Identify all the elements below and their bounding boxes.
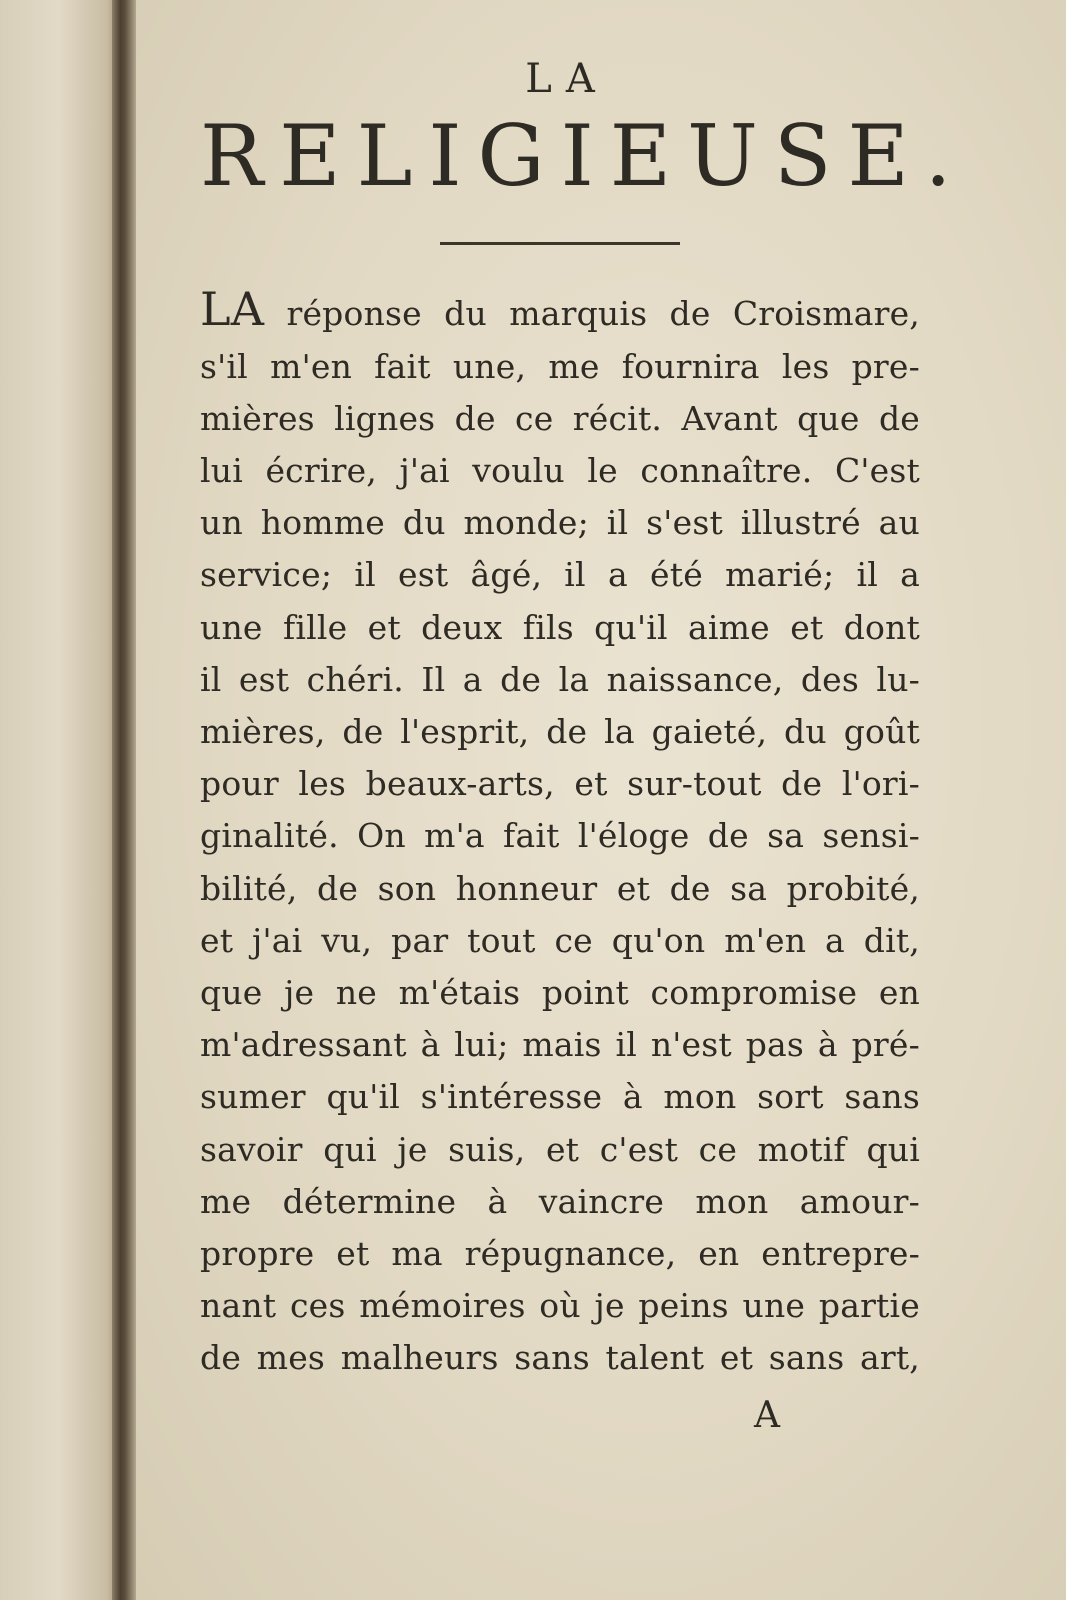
text-line: pour les beaux-arts, et sur-tout de l'ori- xyxy=(200,764,920,804)
text-line: sumer qu'il s'intéresse à mon sort sans xyxy=(200,1077,920,1117)
text-line: que je ne m'étais point compromise en xyxy=(200,973,920,1013)
text-line: il est chéri. Il a de la naissance, des lu- xyxy=(200,659,920,699)
body-text xyxy=(200,283,920,1384)
left-page-edge xyxy=(0,0,118,1600)
text-line: mières lignes de ce récit. Avant que de xyxy=(200,398,920,438)
text-line: bilité, de son honneur et de sa probité, xyxy=(200,868,920,908)
text-line: de mes malheurs sans talent et sans art, xyxy=(200,1338,920,1378)
signature-mark: A xyxy=(754,1394,780,1436)
title-rule xyxy=(440,242,680,245)
text-line: une fille et deux fils qu'il aime et dont xyxy=(200,607,920,647)
text-line xyxy=(200,283,920,340)
text-line: savoir qui je suis, et c'est ce motif qui xyxy=(200,1129,920,1169)
title-article: LA xyxy=(525,56,609,102)
text-line: m'adressant à lui; mais il n'est pas à pré- xyxy=(200,1025,920,1065)
text-line: propre et ma répugnance, en entrepre- xyxy=(200,1234,920,1274)
text-line: mières, de l'esprit, de la gaieté, du goût xyxy=(200,712,920,752)
text-line: nant ces mémoires où je peins une partie xyxy=(200,1286,920,1326)
book-gutter xyxy=(112,0,136,1600)
text-line: service; il est âgé, il a été marié; il a xyxy=(200,555,920,595)
text-line: un homme du monde; il s'est illustré au xyxy=(200,503,920,543)
text-line: et j'ai vu, par tout ce qu'on m'en a dit, xyxy=(200,920,920,960)
drop-cap: LA xyxy=(200,282,265,337)
page-content xyxy=(200,40,968,1436)
first-line-text: réponse du marquis de Croismare, xyxy=(286,294,920,334)
text-line: s'il m'en fait une, me fournira les pre- xyxy=(200,346,920,386)
book-title: RELIGIEUSE. xyxy=(200,107,968,205)
text-line: lui écrire, j'ai voulu le connaître. C'est xyxy=(200,451,920,490)
text-line: ginalité. On m'a fait l'éloge de sa sensi- xyxy=(200,816,920,856)
text-line: me détermine à vaincre mon amour- xyxy=(200,1181,920,1221)
